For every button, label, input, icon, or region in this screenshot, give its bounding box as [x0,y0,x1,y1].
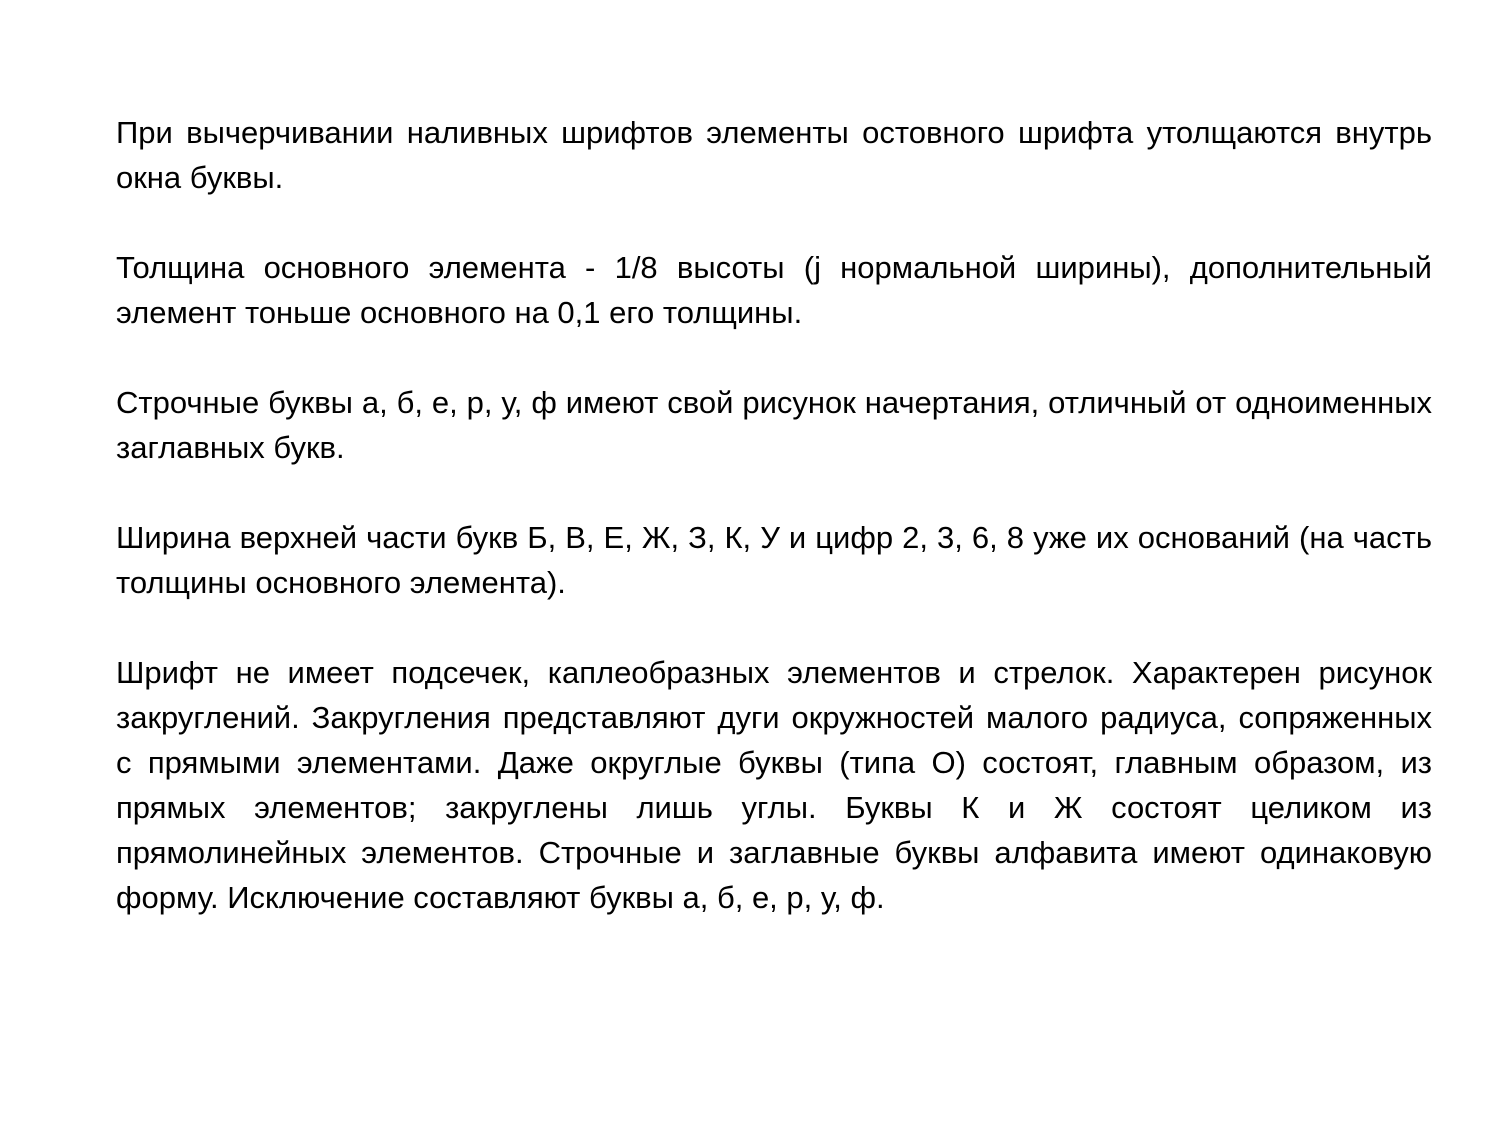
paragraph-lowercase-letters: Строчные буквы а, б, е, р, у, ф имеют свой рисунок начертания, отличный от одноименных заглавных букв. [116,385,1432,465]
paragraph-element-thickness: Толщина основного элемента - 1/8 высоты (j нормальной ширины), дополнительный элемент тоньше основного на 0,1 его толщины. [116,250,1432,330]
paragraph-font-features: Шрифт не имеет подсечек, каплеобразных элементов и стрелок. Характерен рисунок закруглений. Закругления представляют дуги окружностей малого радиуса, сопряженных с прямыми элементами. Даже округлые буквы (типа О) состоят, главным образом, из прямых элементов; закруглены лишь углы. Буквы К и Ж состоят целиком из прямолинейных элементов. Строчные и заглавные буквы алфавита имеют одинаковую форму. Исключение составляют буквы а, б, е, р, у, ф. [116,655,1432,915]
slide-body [116,110,1432,920]
paragraph-outline-thickening: При вычерчивании наливных шрифтов элементы остовного шрифта утолщаются внутрь окна буквы. [116,115,1432,195]
paragraph-upper-part-width: Ширина верхней части букв Б, В, Е, Ж, З, К, У и цифр 2, 3, 6, 8 уже их оснований (на часть толщины основного элемента). [116,520,1432,600]
